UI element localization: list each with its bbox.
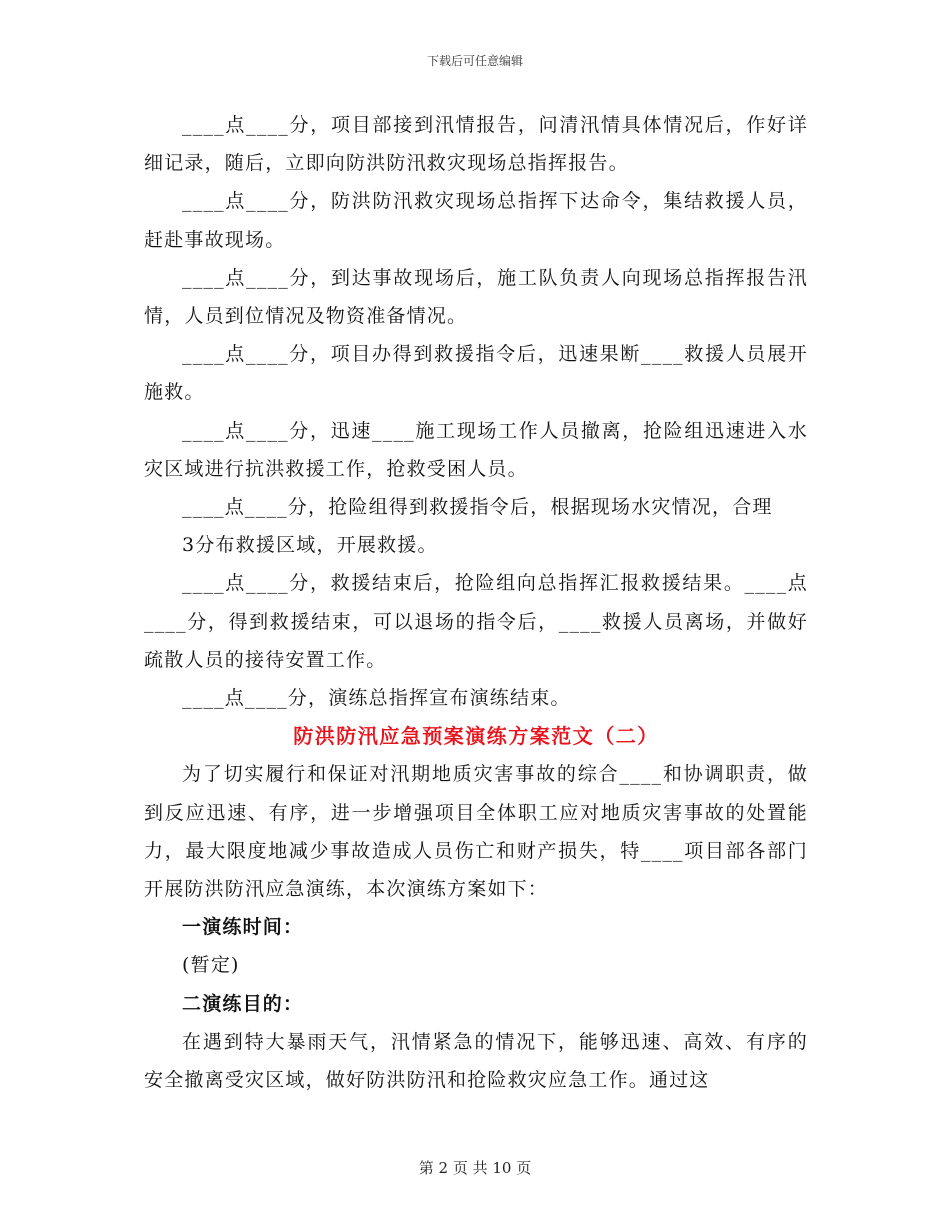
paragraph-rescue-team: ____点____分，抢险组得到救援指令后，根据现场水灾情况，合理 <box>182 496 773 519</box>
paragraph-report-received: ____点____分，项目部接到汛情报告，问清汛情具体情况后，作好详细记录，随后，立即向防洪防汛救灾现场总指挥报告。 <box>144 114 808 175</box>
document-body <box>144 106 808 1099</box>
paragraph-command-issued: ____点____分，防洪防汛救灾现场总指挥下达命令，集结救援人员，赶赴事故现场。 <box>144 190 808 251</box>
page-header: 下载后可任意编辑 <box>426 54 523 68</box>
paragraph-drill-end: ____点____分，演练总指挥宣布演练结束。 <box>182 687 571 710</box>
paragraph-drill-purpose: 在遇到特大暴雨天气，汛情紧急的情况下，能够迅速、高效、有序的安全撤离受灾区域，做好防洪防汛和抢险救灾应急工作。通过这 <box>144 1030 808 1092</box>
paragraph-rescue-areas: 3分布救援区域，开展救援。 <box>182 534 438 557</box>
paragraph-project-office: ____点____分，项目办得到救援指令后，迅速果断____救援人员展开施救。 <box>144 343 808 404</box>
paragraph-rescue-finished: ____点____分，救援结束后，抢险组向总指挥汇报救援结果。____点____分，得到救援结束，可以退场的指令后，____救援人员离场，并做好疏散人员的接待安置工作。 <box>144 572 808 671</box>
page-footer: 第 2 页 共 10 页 <box>418 1159 532 1177</box>
heading-drill-time: 一演练时间： <box>182 916 304 939</box>
paragraph-intro: 为了切实履行和保证对汛期地质灾害事故的综合____和协调职责，做到反应迅速、有序，进一步增强项目全体职工应对地质灾害事故的处置能力，最大限度地减少事故造成人员伤亡和财产损失，特____项目部各部门开展防洪防汛应急演练，本次演练方案如下： <box>144 763 808 901</box>
paragraph-drill-time: (暂定) <box>182 954 240 977</box>
paragraph-evacuation: ____点____分，迅速____施工现场工作人员撤离，抢险组迅速进入水灾区域进行抗洪救援工作，抢救受困人员。 <box>144 419 808 480</box>
paragraph-arrive-scene: ____点____分，到达事故现场后，施工队负责人向现场总指挥报告汛情，人员到位情况及物资准备情况。 <box>144 266 808 328</box>
section-title: 防洪防汛应急预案演练方案范文（二） <box>293 724 659 749</box>
heading-drill-purpose: 二演练目的： <box>182 992 304 1015</box>
